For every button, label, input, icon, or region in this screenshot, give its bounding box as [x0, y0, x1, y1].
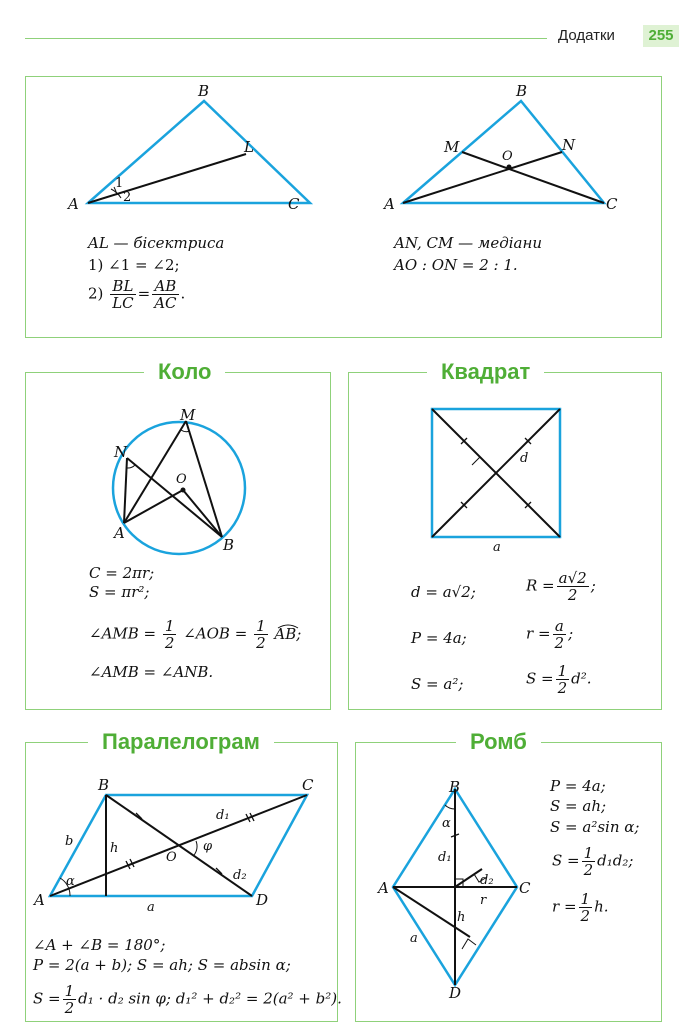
label-phi: φ — [203, 839, 213, 854]
label-r-rh: r — [480, 893, 487, 908]
fraction — [557, 570, 589, 603]
rhombus-title: Ромб — [456, 727, 541, 757]
label-m-circle: M — [180, 406, 196, 424]
arc-symbol — [278, 625, 298, 628]
angle-arc-phi — [194, 841, 197, 855]
bisector-text: AL — бісектриса — [88, 234, 225, 252]
label-b-rh: B — [449, 778, 461, 796]
perimeter-area-formula: P = 2(a + b); S = ah; S = absin α; — [33, 956, 291, 974]
arc-mark — [26, 373, 332, 711]
label-b-circle: B — [223, 536, 235, 554]
label-side-a: a — [147, 900, 155, 915]
arc-text: AB; — [274, 624, 302, 643]
label-l: L — [244, 138, 254, 156]
angle-label-1: 1 — [115, 176, 124, 191]
den: 2 — [557, 679, 568, 697]
text: ∠AOB = — [183, 624, 248, 643]
label-n: N — [562, 136, 576, 154]
label-d2-par: d₂ — [233, 868, 247, 883]
triangles-box — [25, 76, 662, 338]
area-height-formula-rh: S = ah; — [550, 797, 607, 815]
num: 1 — [164, 617, 175, 635]
medians-ratio: AO : ON = 2 : 1. — [394, 256, 518, 274]
area-sine-formula-rh: S = a²sin α; — [550, 818, 640, 836]
label-a-par: A — [34, 891, 45, 909]
circumradius-formula — [526, 570, 596, 603]
den: 2 — [64, 999, 75, 1017]
text: ; — [568, 624, 574, 643]
num: 1 — [580, 890, 591, 908]
angle-sum-formula: ∠A + ∠B = 180°; — [33, 936, 166, 954]
label-o-par: O — [166, 850, 177, 865]
label-side-rh: a — [410, 931, 418, 946]
text: d². — [571, 669, 592, 688]
den: 2 — [567, 586, 578, 604]
rhombus-box — [355, 729, 662, 1022]
label-d1-par: d₁ — [216, 808, 230, 823]
label-a-circle: A — [114, 524, 125, 542]
fraction — [63, 983, 77, 1016]
label-b-right: B — [516, 82, 528, 100]
den: LC — [112, 294, 134, 312]
fraction — [553, 618, 567, 651]
num: a√2 — [558, 569, 587, 587]
num: a — [553, 618, 567, 635]
text: S = — [33, 989, 61, 1008]
diagonal-bd — [106, 795, 252, 896]
num: 1 — [256, 617, 266, 635]
label-alpha-rh: α — [442, 816, 451, 831]
area-formula-square: S = a²; — [411, 675, 464, 693]
square-box — [348, 359, 662, 710]
bisector-property-2 — [88, 278, 185, 311]
fraction-ab-ac — [152, 278, 178, 311]
area-diagonals-formula-rh — [552, 845, 633, 878]
area-formula: S = πr²; — [89, 583, 150, 601]
fraction — [582, 845, 596, 878]
text: h. — [594, 897, 609, 916]
perimeter-formula: P = 4a; — [411, 629, 467, 647]
diagonal-area-formula — [33, 983, 342, 1016]
text: d₁d₂; — [597, 851, 634, 870]
label-a-right: A — [384, 195, 395, 213]
parallelogram-box — [25, 729, 342, 1022]
text: r = — [526, 624, 551, 643]
label-o: O — [502, 149, 513, 164]
den: 2 — [164, 634, 175, 652]
square-figure — [349, 373, 663, 711]
label-a-left: A — [68, 195, 79, 213]
label-m: M — [444, 138, 460, 156]
text: ; — [590, 576, 596, 595]
num: 1 — [583, 844, 594, 862]
den: AC — [154, 294, 177, 312]
angle-arc-alpha-rh — [445, 805, 455, 809]
label-a-rh: A — [378, 879, 389, 897]
text: r = — [552, 897, 577, 916]
label-d1-rh: d₁ — [438, 850, 452, 865]
label-h-par: h — [110, 841, 119, 856]
label-o-circle: O — [176, 472, 187, 487]
den: 2 — [580, 907, 591, 925]
perimeter-formula-rh: P = 4a; — [550, 777, 606, 795]
label-d-square: d — [520, 451, 529, 466]
text: ∠AMB = — [89, 624, 157, 643]
eq: = — [137, 284, 151, 303]
label-h-rh: h — [457, 910, 466, 925]
area-diagonal-formula — [526, 663, 592, 696]
label-n-circle: N — [114, 443, 128, 461]
label-d-rh: D — [449, 984, 462, 1002]
rhombus-figure — [356, 743, 663, 1023]
fraction — [579, 891, 593, 924]
label-c-left: C — [288, 195, 300, 213]
inradius-r — [455, 869, 482, 887]
parallelogram-title: Паралелограм — [88, 727, 274, 757]
label-c-right: C — [606, 195, 618, 213]
text: d₁ · d₂ sin φ; d₁² + d₂² = 2(a² + b²). — [78, 989, 342, 1008]
header-title: Додатки — [558, 27, 615, 44]
label-a-square: a — [493, 540, 501, 555]
num: BL — [110, 278, 135, 295]
circumference-formula: C = 2πr; — [89, 564, 155, 582]
inradius-formula — [526, 618, 573, 651]
diagonal-formula: d = a√2; — [411, 583, 476, 601]
angle-label-2: 2 — [123, 190, 132, 205]
label-b-par: B — [98, 776, 110, 794]
fraction — [556, 663, 570, 696]
equal-angles-formula: ∠AMB = ∠ANB. — [89, 663, 214, 681]
num: AB — [152, 278, 178, 295]
label-b-left: B — [198, 82, 210, 100]
bisector-al — [88, 154, 246, 203]
inradius-formula-rh — [552, 891, 609, 924]
num: 1 — [64, 982, 75, 1000]
den: 2 — [256, 634, 266, 652]
bisector-property-1: 1) ∠1 = ∠2; — [88, 256, 180, 274]
label-d2-rh: d₂ — [480, 873, 494, 888]
den: 2 — [583, 861, 594, 879]
circle-title: Коло — [144, 357, 225, 387]
page-number: 255 — [643, 25, 679, 47]
medians-text: AN, CM — медіани — [394, 234, 543, 252]
item-number: 2) — [88, 284, 104, 303]
header-rule — [25, 38, 547, 39]
label-d-par: D — [256, 891, 269, 909]
num: 1 — [557, 662, 568, 680]
period: . — [180, 284, 186, 303]
label-alpha-par: α — [66, 874, 75, 889]
label-side-b: b — [65, 834, 74, 849]
text: R = — [526, 576, 555, 595]
square-title: Квадрат — [427, 357, 544, 387]
text: S = — [526, 669, 554, 688]
den: 2 — [554, 634, 565, 652]
label-c-par: C — [302, 776, 314, 794]
fraction-bl-lc — [110, 278, 135, 311]
circle-box — [25, 359, 331, 710]
label-c-rh: C — [519, 879, 531, 897]
right-angle-h — [462, 939, 476, 949]
text: S = — [552, 851, 580, 870]
